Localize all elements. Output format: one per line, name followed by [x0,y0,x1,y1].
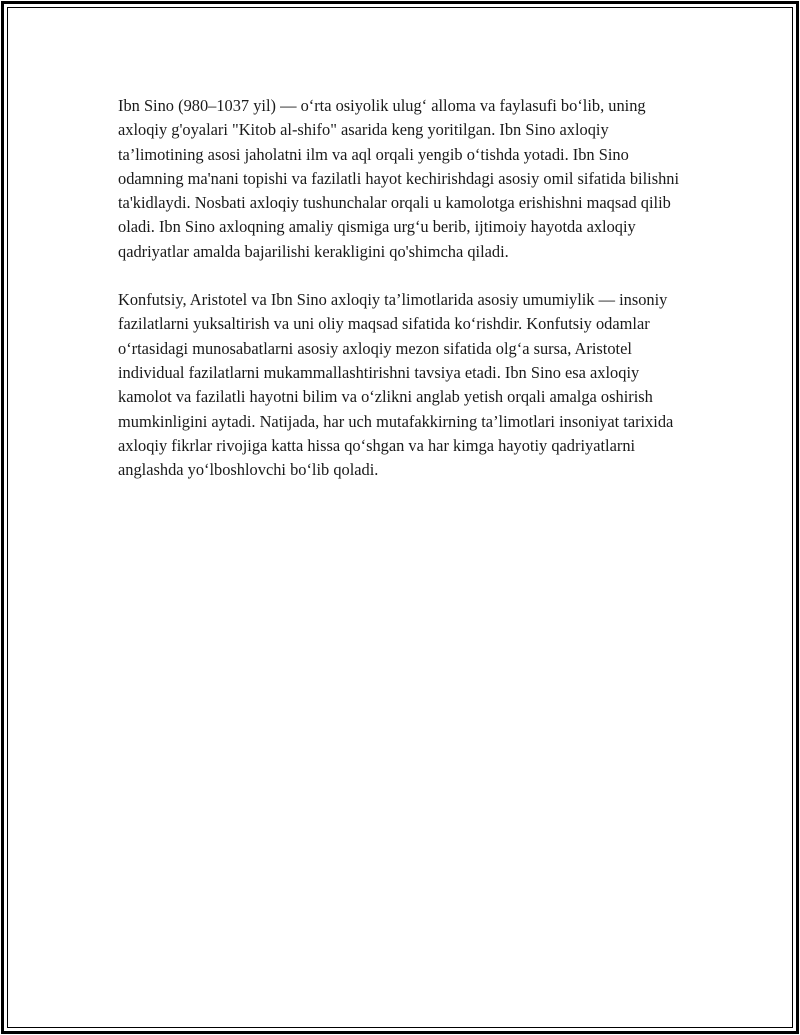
paragraph-ibn-sino: Ibn Sino (980–1037 yil) — o‘rta osiyolik ulug‘ alloma va faylasufi bo‘lib, uning axloqiy g'oyalari "Kitob al-shifo" asarida keng yoritilgan. Ibn Sino axloqiy ta’limotining asosi jaholatni ilm va aql orqali yengib o‘tishda yotadi. Ibn Sino odamning ma'nani topishi va fazilatli hayot kechirishdagi asosiy omil sifatida bilishni ta'kidlaydi. Nosbati axloqiy tushunchalar orqali u kamolotga erishishni maqsad qilib oladi. Ibn Sino axloqning amaliy qismiga urg‘u berib, ijtimoiy hayotda axloqiy qadriyatlar amalda bajarilishi kerakligini qo'shimcha qiladi. [118,96,680,261]
paragraph-comparison: Konfutsiy, Aristotel va Ibn Sino axloqiy ta’limotlarida asosiy umumiylik — insoniy fazilatlarni yuksaltirish va uni oliy maqsad sifatida ko‘rishdir. Konfutsiy odamlar o‘rtasidagi munosabatlarni asosiy axloqiy mezon sifatida olg‘a sursa, Aristotel individual fazilatlarni mukammallashtirishni tavsiya etadi. Ibn Sino esa axloqiy kamolot va fazilatli hayotni bilim va o‘zlikni anglab yetish orqali amalga oshirish mumkinligini aytadi. Natijada, har uch mutafakkirning ta’limotlari insoniyat tarixida axloqiy fikrlar rivojiga katta hissa qo‘shgan va har kimga hayotiy qadriyatlarni anglashda yo‘lboshlovchi bo‘lib qoladi. [118,290,674,480]
document-body [118,94,688,506]
